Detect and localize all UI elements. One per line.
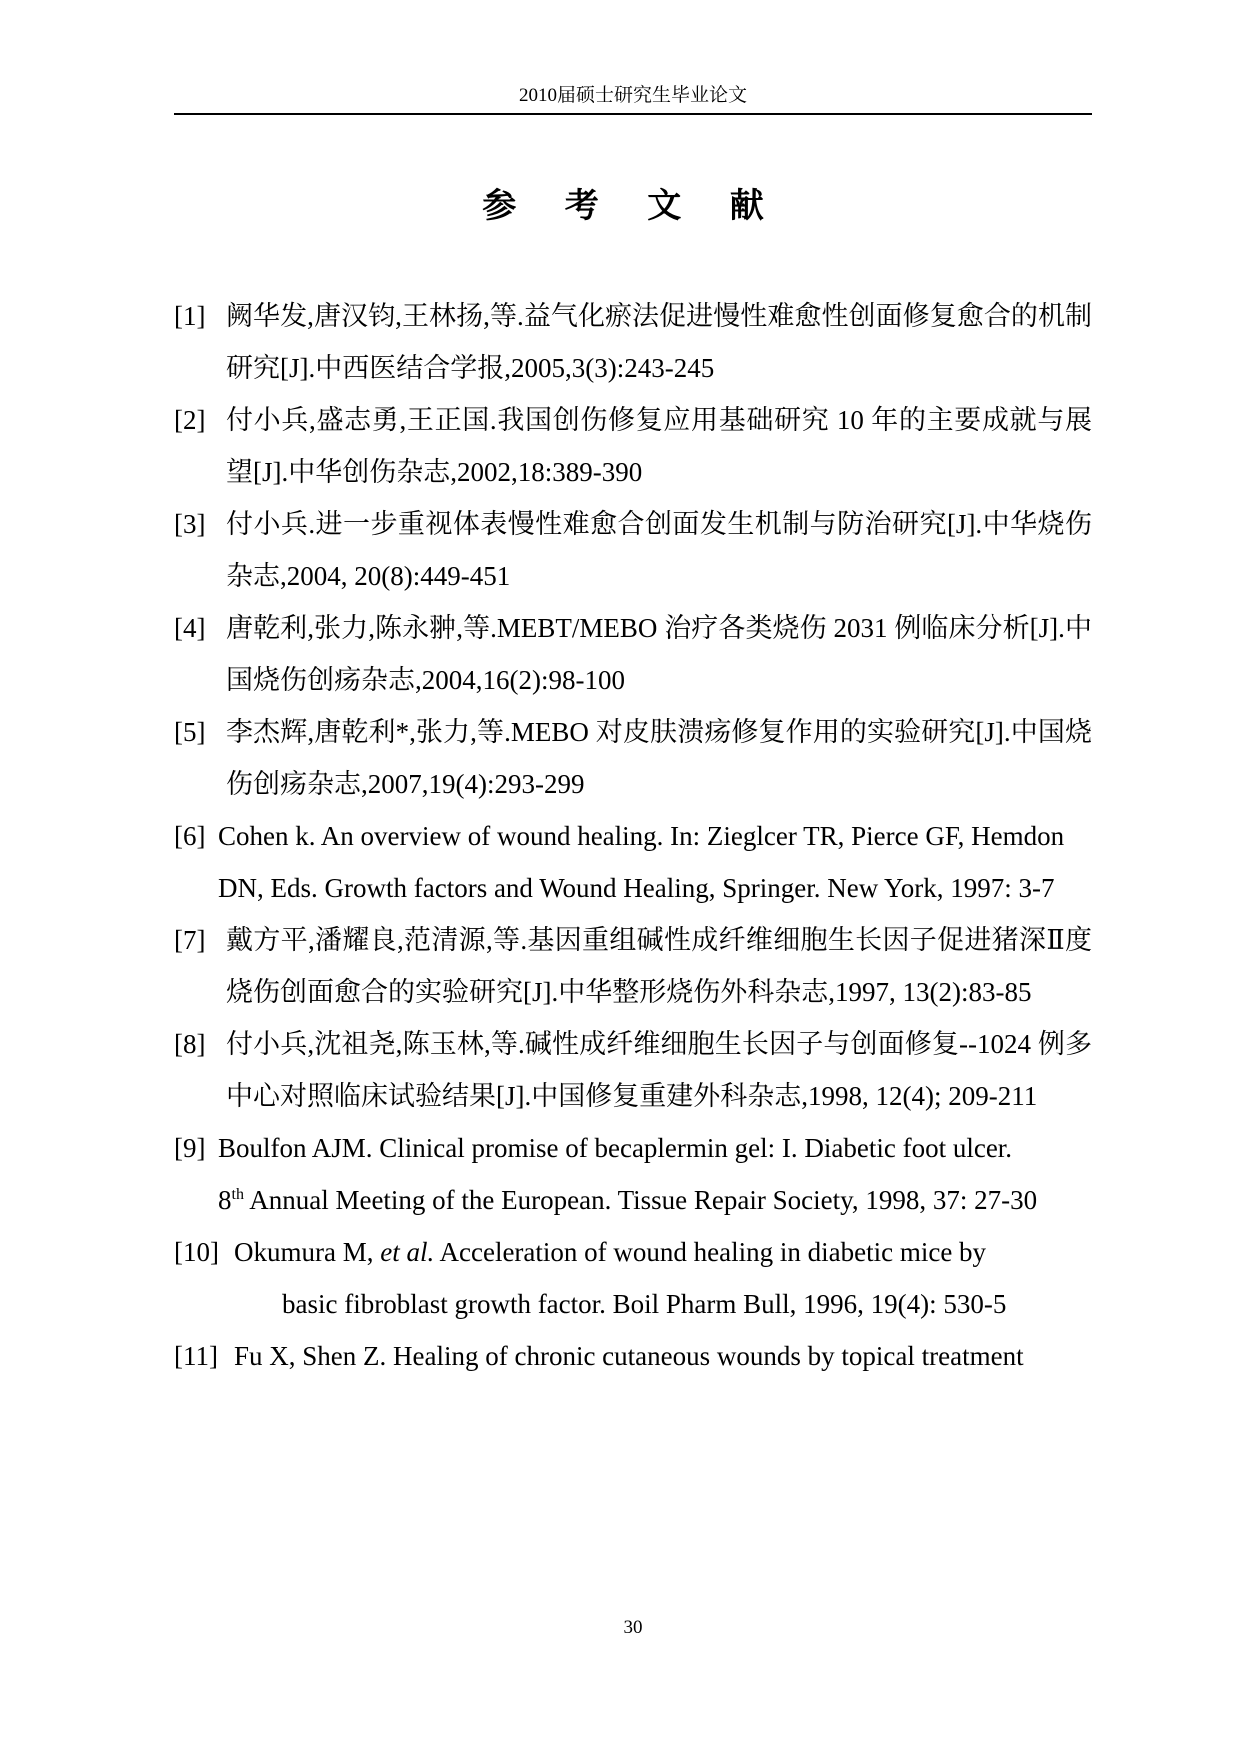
reference-text: 付小兵.进一步重视体表慢性难愈合创面发生机制与防治研究[J].中华烧伤杂志,2004, 20(8):449-451 bbox=[226, 509, 1092, 591]
reference-text-part: Boulfon AJM. Clinical promise of becaplermin gel: I. Diabetic foot ulcer. bbox=[218, 1133, 1013, 1163]
reference-item bbox=[174, 914, 1092, 1018]
reference-item bbox=[174, 290, 1092, 394]
reference-number: [3] bbox=[174, 509, 206, 539]
reference-item bbox=[174, 602, 1092, 706]
reference-text: 阙华发,唐汉钧,王林扬,等.益气化瘀法促进慢性难愈性创面修复愈合的机制研究[J].中西医结合学报,2005,3(3):243-245 bbox=[226, 301, 1092, 383]
reference-text: Fu X, Shen Z. Healing of chronic cutaneous wounds by topical treatment bbox=[234, 1341, 1024, 1371]
reference-number: [10] bbox=[174, 1237, 219, 1267]
reference-author: Okumura M, bbox=[234, 1237, 381, 1267]
reference-number: [8] bbox=[174, 1029, 206, 1059]
running-header: 2010届硕士研究生毕业论文 bbox=[518, 85, 747, 106]
reference-item bbox=[174, 810, 1092, 914]
page-number: 30 bbox=[623, 1617, 643, 1638]
reference-text: 付小兵,盛志勇,王正国.我国创伤修复应用基础研究 10 年的主要成就与展望[J].中华创伤杂志,2002,18:389-390 bbox=[226, 405, 1092, 487]
reference-text-part: basic fibroblast growth factor. Boil Pharm Bull, 1996, 19(4): 530-5 bbox=[282, 1289, 1007, 1319]
reference-number: [11] bbox=[174, 1341, 218, 1371]
reference-number: [7] bbox=[174, 925, 206, 955]
reference-number: [1] bbox=[174, 301, 206, 331]
reference-text: 唐乾利,张力,陈永翀,等.MEBT/MEBO 治疗各类烧伤 2031 例临床分析[J].中国烧伤创疡杂志,2004,16(2):98-100 bbox=[226, 613, 1092, 695]
reference-text: 李杰辉,唐乾利*,张力,等.MEBO 对皮肤溃疡修复作用的实验研究[J].中国烧伤创疡杂志,2007,19(4):293-299 bbox=[226, 717, 1092, 799]
reference-item bbox=[174, 1226, 1092, 1330]
ordinal-number: 8 bbox=[218, 1185, 232, 1215]
reference-item bbox=[174, 1018, 1092, 1122]
reference-text bbox=[214, 1122, 1092, 1226]
reference-item bbox=[174, 706, 1092, 810]
reference-text bbox=[230, 1226, 1092, 1330]
reference-number: [5] bbox=[174, 717, 206, 747]
header-rule bbox=[174, 113, 1092, 115]
page-title: 参 考 文 献 bbox=[482, 188, 784, 225]
reference-item bbox=[174, 1122, 1092, 1226]
reference-number: [6] bbox=[174, 821, 206, 851]
reference-number: [4] bbox=[174, 613, 206, 643]
reference-text-part: Annual Meeting of the European. Tissue Repair Society, 1998, 37: 27-30 bbox=[243, 1185, 1038, 1215]
reference-text: 付小兵,沈祖尧,陈玉林,等.碱性成纤维细胞生长因子与创面修复--1024 例多中心对照临床试验结果[J].中国修复重建外科杂志,1998, 12(4); 209-211 bbox=[226, 1029, 1092, 1111]
reference-number: [2] bbox=[174, 405, 206, 435]
ordinal-superscript: th bbox=[231, 1186, 244, 1203]
et-al: et al. bbox=[380, 1237, 435, 1267]
reference-text: Cohen k. An overview of wound healing. In: Zieglcer TR, Pierce GF, Hemdon DN, Eds. Growth factors and Wound Healing, Springer. New York, 1997: 3-7 bbox=[218, 821, 1065, 903]
reference-text-part: Acceleration of wound healing in diabetic mice by bbox=[434, 1237, 987, 1267]
reference-number: [9] bbox=[174, 1133, 206, 1163]
reference-item bbox=[174, 498, 1092, 602]
reference-item bbox=[174, 1330, 1092, 1382]
reference-item bbox=[174, 394, 1092, 498]
reference-text: 戴方平,潘耀良,范清源,等.基因重组碱性成纤维细胞生长因子促进猪深Ⅱ度烧伤创面愈合的实验研究[J].中华整形烧伤外科杂志,1997, 13(2):83-85 bbox=[226, 925, 1092, 1007]
reference-list bbox=[174, 290, 1092, 1382]
